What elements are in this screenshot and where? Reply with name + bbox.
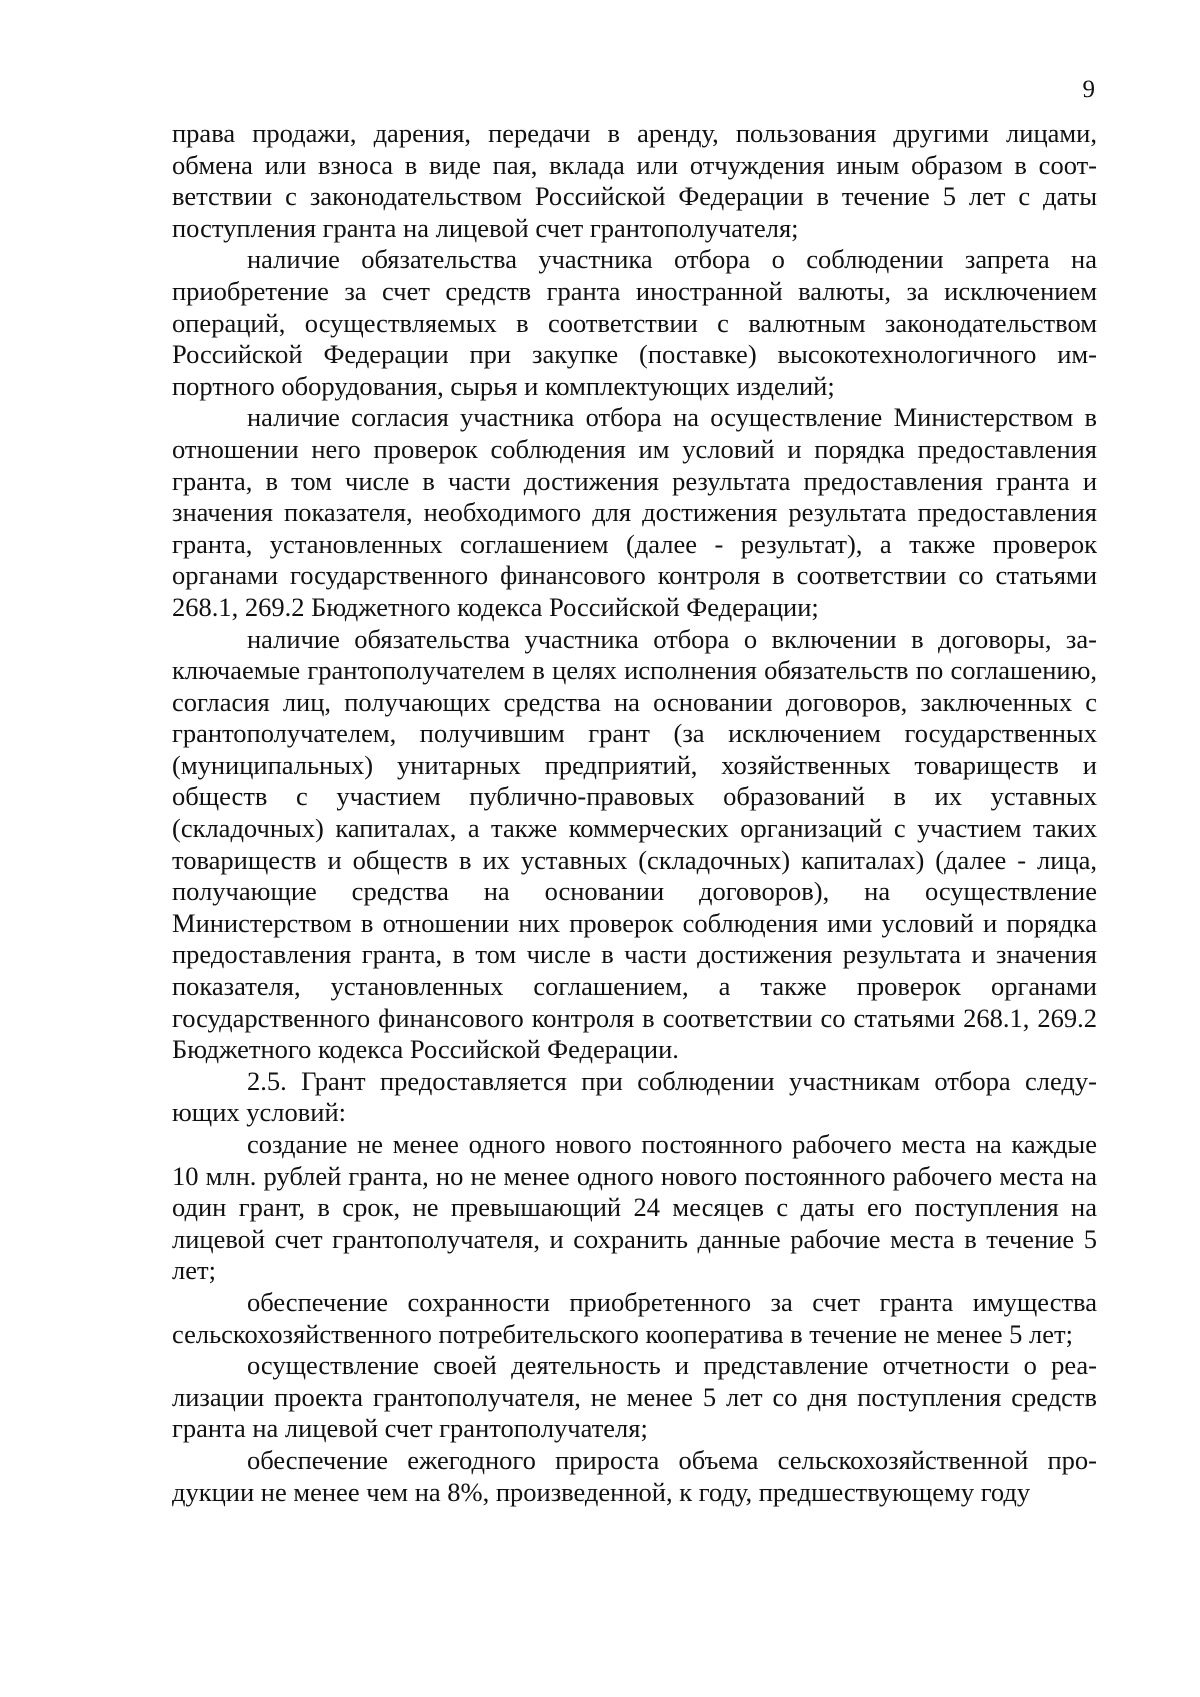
paragraph-continued-rights: права продажи, дарения, передачи в аренду, пользования другими лицами, обмена или взноса в виде пая, вклада или отчуждения иным образом в соответствии с законодательством Российской Федерации в течение 5 лет с даты поступления гранта на лицевой счет грантополучателя; (172, 118, 1097, 243)
paragraph-property-preservation: обеспечение сохранности приобретенного за счет гранта имущества сельскохозяйственного потребительского кооператива в течение не менее 5 лет; (172, 1286, 1097, 1349)
page-number: 9 (1082, 76, 1095, 103)
paragraph-section-2-5: 2.5. Грант предоставляется при соблюдении участникам отбора следующих условий: (172, 1065, 1097, 1128)
paragraph-production-growth: обеспечение ежегодного прироста объема сельскохозяйственной продукции не менее чем на 8%, произведенной, к году, предшествующему году (172, 1444, 1097, 1507)
document-body (172, 118, 1097, 1508)
paragraph-inspection-consent: наличие согласия участника отбора на осуществление Министерством в отношении него проверок соблюдения им условий и порядка предоставления гранта, в том числе в части достижения результата предоставления гранта и значения показателя, необходимого для достижения результата предоставления гранта, установленных соглашением (далее - результат), а также проверок органами государственного финансового контроля в соответствии со статьями 268.1, 269.2 Бюджетного кодекса Российской Федерации; (172, 402, 1097, 622)
paragraph-reporting: осуществление своей деятельность и представление отчетности о реализации проекта грантополучателя, не менее 5 лет со дня поступления средств гранта на лицевой счет грантополучателя; (172, 1350, 1097, 1444)
paragraph-contract-obligation: наличие обязательства участника отбора о включении в договоры, заключаемые грантополучателем в целях исполнения обязательств по соглашению, согласия лиц, получающих средства на основании договоров, заключенных с грантополучателем, получившим грант (за исключением государственных (муниципальных) унитарных предприятий, хозяйственных товариществ и обществ с участием публично-правовых образований в их уставных (складочных) капиталах, а также коммерческих организаций с участием таких товариществ и обществ в их уставных (складочных) капиталах) (далее - лица, получающие средства на основании договоров), на осуществление Министерством в отношении них проверок соблюдения ими условий и порядка предоставления гранта, в том числе в части достижения результата и значения показателя, установленных соглашением, а также проверок органами государственного финансового контроля в соответствии со статьями 268.1, 269.2 Бюджетного кодекса Российской Федерации. (172, 623, 1097, 1065)
paragraph-workplaces: создание не менее одного нового постоянного рабочего места на каждые 10 млн. рублей гранта, но не менее одного нового постоянного рабочего места на один грант, в срок, не превышающий 24 месяцев с даты его поступления на лицевой счет грантополучателя, и сохранить данные рабочие места в течение 5 лет; (172, 1129, 1097, 1286)
paragraph-currency-ban: наличие обязательства участника отбора о соблюдении запрета на приобретение за счет средств гранта иностранной валюты, за исключением операций, осуществляемых в соответствии с валютным законодательством Российской Федерации при закупке (поставке) высокотехнологичного импортного оборудования, сырья и комплектующих изделий; (172, 244, 1097, 401)
